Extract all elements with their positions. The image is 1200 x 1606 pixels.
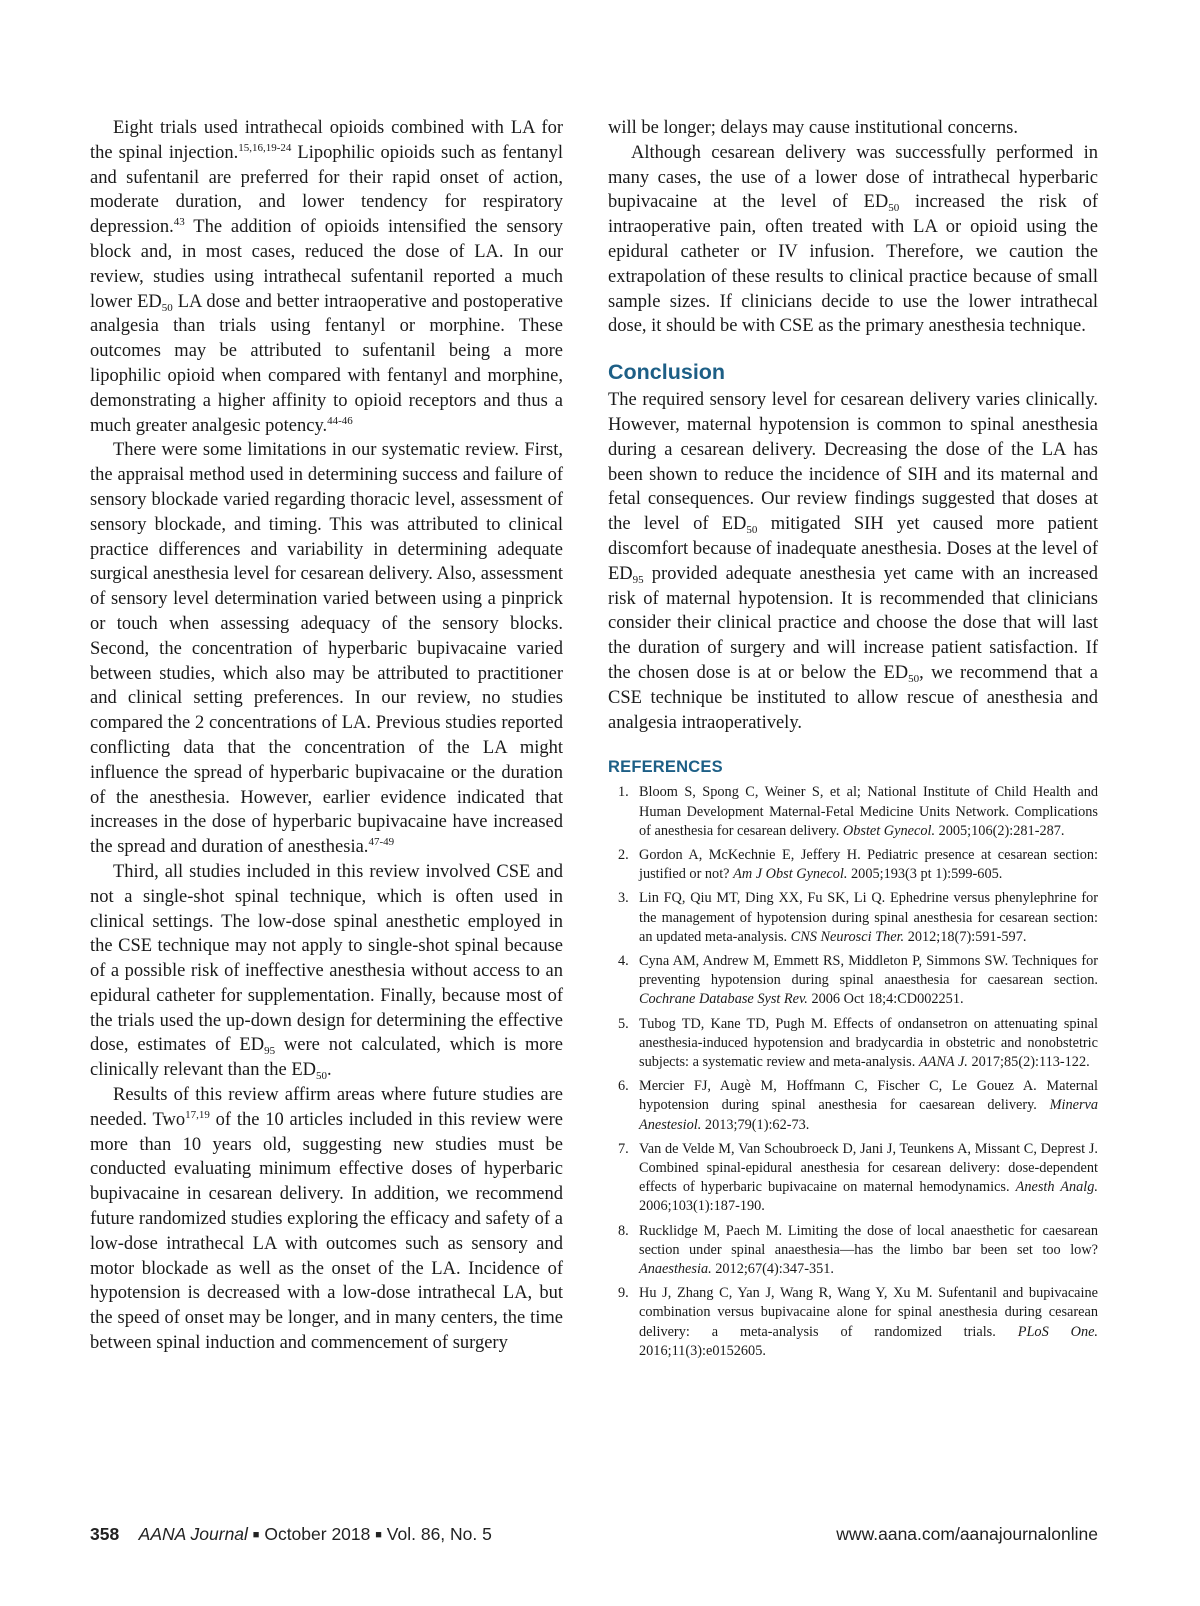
reference-item: [608, 783, 1098, 841]
reference-text: Lin FQ, Qiu MT, Ding XX, Fu SK, Li Q. Ephedrine versus phenylephrine for the management of hypotension during spinal anesthesia for cesarean section: an updated meta-analysis.: [639, 890, 1098, 945]
reference-text: Bloom S, Spong C, Weiner S, et al; National Institute of Child Health and Human Development Maternal-Fetal Medicine Units Network. Complications of anesthesia for cesarean delivery.: [639, 784, 1098, 839]
conclusion-heading: Conclusion: [608, 360, 726, 385]
reference-number: 4.: [618, 952, 629, 969]
reference-number: 1.: [618, 784, 629, 801]
page-number: 358: [90, 1524, 120, 1544]
page-footer: [90, 1524, 1098, 1546]
reference-citation: 2006;103(1):187-190.: [639, 1198, 765, 1215]
subscript: 95: [264, 1045, 276, 1058]
reference-journal: Anesth Analg.: [1015, 1179, 1099, 1196]
reference-citation: 2012;18(7):591-597.: [904, 928, 1027, 945]
journal-url: www.aana.com/aanajournalonline: [836, 1524, 1098, 1544]
body-paragraph: [90, 1083, 563, 1356]
text-run: Third, all studies included in this review involved CSE and not a single-shot spinal technique, which is often used in clinical settings. The low-dose spinal anesthetic employed in the CSE technique may not apply to single-shot spinal because of a possible risk of ineffective anesthesia without access to an epidural catheter for supplementation. Finally, because most of the trials used the up-down design for determining the effective dose, estimates of ED: [90, 861, 563, 1056]
conclusion-paragraph: [608, 388, 1098, 735]
reference-citation: 2006 Oct 18;4:CD002251.: [807, 991, 964, 1008]
volume-issue: Vol. 86, No. 5: [386, 1524, 492, 1544]
text-run: The addition of opioids intensified the sensory block and, in most cases, reduced the dose of LA. In our review, studies using intrathecal sufentanil reported a much lower ED: [90, 217, 563, 312]
text-run: LA dose and better intraoperative and postoperative analgesia than trials using fentanyl or morphine. These outcomes may be attributed to sufentanil being a more lipophilic opioid when compared with fentanyl and morphine, demonstrating a higher affinity to opioid receptors and thus a much greater analgesic potency.: [90, 291, 563, 436]
subscript: 95: [632, 573, 644, 586]
text-run: were not calculated, which is more clinically relevant than the ED: [90, 1035, 564, 1081]
text-run: provided adequate anesthesia yet came with an increased risk of maternal hypotension. It is recommended that clinicians consider their clinical practice and choose the dose that will last the duration of surgery and will increase patient satisfaction. If the chosen dose is at or below the ED: [608, 563, 1098, 683]
subscript: 50: [908, 672, 920, 685]
references-list: [608, 783, 1098, 1361]
text-run: Results of this review affirm areas where future studies are needed. Two: [90, 1085, 563, 1130]
reference-citation: 2013;79(1):62-73.: [701, 1116, 810, 1133]
separator-square: ■: [252, 1529, 260, 1541]
references-heading: REFERENCES: [608, 758, 723, 777]
body-paragraph: [608, 141, 1098, 339]
citation-superscript: 17,19: [185, 1108, 210, 1121]
subscript: 50: [161, 301, 173, 314]
reference-item: [608, 1222, 1098, 1280]
text-run: mitigated SIH yet caused more patient discomfort because of inadequate anesthesia. Doses at the level of ED: [608, 514, 1098, 584]
reference-journal: Obstet Gynecol.: [842, 822, 936, 839]
text-run: increased the risk of intraoperative pain, often treated with LA or opioid using the epidural catheter or IV infusion. Therefore, we caution the extrapolation of these results to clinical practice because of small sample sizes. If clinicians decide to use the lower intrathecal dose, it should be with CSE as the primary anesthesia technique.: [608, 192, 1098, 337]
text-run: There were some limitations in our systematic review. First, the appraisal method used in determining success and failure of sensory blockade varied regarding thoracic level, assessment of sensory blockade, and timing. This was attributed to clinical practice differences and variability in determining adequate surgical anesthesia level for cesarean delivery. Also, assessment of sensory level determination varied between using a pinprick or touch when assessing adequacy of the sensory blocks. Second, the concentration of hyperbaric bupivacaine varied between studies, which also may be attributed to practitioner and clinical setting preferences. In our review, no studies compared the 2 concentrations of LA. Previous studies reported conflicting data that the concentration of the LA might influence the spread of hyperbaric bupivacaine or the duration of the anesthesia. However, earlier evidence indicated that increases in the dose of hyperbaric bupivacaine have increased the spread and duration of anesthesia.: [90, 440, 563, 858]
citation-superscript: 15,16,19-24: [238, 141, 292, 154]
reference-item: [608, 1140, 1098, 1217]
reference-text: Gordon A, McKechnie E, Jeffery H. Pediatric presence at cesarean section: justified or not?: [639, 846, 1098, 883]
reference-item: [608, 1077, 1098, 1135]
reference-journal: Am J Obst Gynecol.: [733, 866, 848, 883]
text-run: .: [327, 1060, 332, 1081]
citation-superscript: 44-46: [327, 414, 353, 427]
citation-superscript: 47-49: [368, 836, 395, 849]
reference-text: Mercier FJ, Augè M, Hoffmann C, Fischer C, Le Gouez A. Maternal hypotension during spinal anesthesia for caesarean delivery.: [639, 1078, 1098, 1114]
body-paragraph: [608, 116, 1098, 141]
reference-journal: AANA J.: [918, 1053, 968, 1070]
text-run: Eight trials used intrathecal opioids combined with LA for the spinal injection.: [90, 118, 563, 163]
reference-item: [608, 1284, 1098, 1361]
reference-citation: 2005;193(3 pt 1):599-605.: [847, 866, 1003, 883]
body-paragraph: [90, 860, 563, 1083]
conclusion-section: [608, 388, 1098, 735]
subscript: 50: [316, 1070, 328, 1083]
body-paragraph: [90, 438, 563, 860]
reference-number: 7.: [618, 1140, 629, 1157]
reference-item: [608, 889, 1098, 947]
reference-text: Tubog TD, Kane TD, Pugh M. Effects of ondansetron on attenuating spinal anesthesia-induced hypotension and bradycardia in obstetric and nonobstetric subjects: a systematic review and meta-analysis.: [639, 1015, 1098, 1070]
reference-text: Rucklidge M, Paech M. Limiting the dose of local anaesthetic for caesarean section under spinal anaesthesia—has the limbo bar been set too low?: [639, 1222, 1098, 1258]
reference-journal: Minerva Anestesiol.: [639, 1097, 1098, 1133]
reference-number: 3.: [618, 890, 629, 907]
reference-text: Cyna AM, Andrew M, Emmett RS, Middleton P, Simmons SW. Techniques for preventing hypotension during spinal anaesthesia for caesarean section.: [639, 952, 1098, 989]
text-run: of the 10 articles included in this review were more than 10 years old, suggesting new studies must be conducted evaluating minimum effective doses of hyperbaric bupivacaine in cesarean delivery. In addition, we recommend future randomized studies exploring the efficacy and safety of a low-dose intrathecal LA with outcomes such as sensory and motor blockade as well as the onset of the LA. Incidence of hypotension is decreased with a low-dose intrathecal LA, but the speed of onset may be longer, and in many centers, the time between spinal induction and commencement of surgery: [90, 1109, 563, 1354]
reference-text: Van de Velde M, Van Schoubroeck D, Jani J, Teunkens A, Missant C, Deprest J. Combined spinal-epidural anesthesia for cesarean delivery: dose-dependent effects of hyperbaric bupivacaine on maternal hemodynamics.: [639, 1140, 1098, 1196]
reference-number: 6.: [618, 1078, 629, 1095]
reference-journal: CNS Neurosci Ther.: [790, 928, 905, 945]
reference-item: [608, 952, 1098, 1010]
separator-square: ■: [375, 1529, 382, 1541]
text-run: Lipophilic opioids such as fentanyl and sufentanil are preferred for their rapid onset of action, moderate duration, and lower tendency for respiratory depression.: [90, 142, 563, 238]
subscript: 50: [746, 524, 758, 537]
reference-number: 9.: [618, 1285, 629, 1302]
reference-citation: 2012;67(4):347-351.: [711, 1261, 834, 1277]
reference-journal: Anaesthesia.: [639, 1261, 712, 1277]
text-run: The required sensory level for cesarean delivery varies clinically. However, maternal hypotension is common to spinal anesthesia during a cesarean delivery. Decreasing the dose of the LA has been shown to reduce the incidence of SIH and its maternal and fetal consequences. Our review findings suggested that doses at the level of ED: [608, 390, 1098, 535]
reference-number: 8.: [618, 1222, 629, 1239]
reference-journal: PLoS One.: [1017, 1323, 1099, 1340]
left-column: [90, 116, 563, 1356]
reference-item: [608, 846, 1098, 884]
reference-item: [608, 1015, 1098, 1073]
reference-citation: 2017;85(2):113-122.: [967, 1053, 1090, 1070]
reference-text: Hu J, Zhang C, Yan J, Wang R, Wang Y, Xu M. Sufentanil and bupivacaine combination versus bupivacaine alone for spinal anesthesia during cesarean delivery: a meta-analysis of randomized trials.: [639, 1285, 1098, 1340]
text-run: , we recommend that a CSE technique be instituted to allow rescue of anesthesia and analgesia intraoperatively.: [608, 662, 1098, 733]
text-run: will be longer; delays may cause institutional concerns.: [608, 118, 1018, 138]
reference-number: 2.: [618, 846, 629, 863]
body-paragraph: [90, 116, 563, 438]
issue-date: October 2018: [264, 1524, 371, 1544]
reference-citation: 2016;11(3):e0152605.: [639, 1342, 766, 1359]
subscript: 50: [888, 202, 900, 215]
reference-citation: 2005;106(2):281-287.: [935, 822, 1065, 839]
reference-number: 5.: [618, 1015, 629, 1032]
reference-journal: Cochrane Database Syst Rev.: [639, 991, 808, 1008]
text-run: Although cesarean delivery was successfully performed in many cases, the use of a lower dose of intrathecal hyperbaric bupivacaine at the level of ED: [608, 142, 1098, 213]
right-column-paragraphs: [608, 116, 1098, 339]
right-column: [608, 116, 1098, 1366]
journal-name: AANA Journal: [138, 1524, 248, 1544]
citation-superscript: 43: [173, 216, 185, 229]
